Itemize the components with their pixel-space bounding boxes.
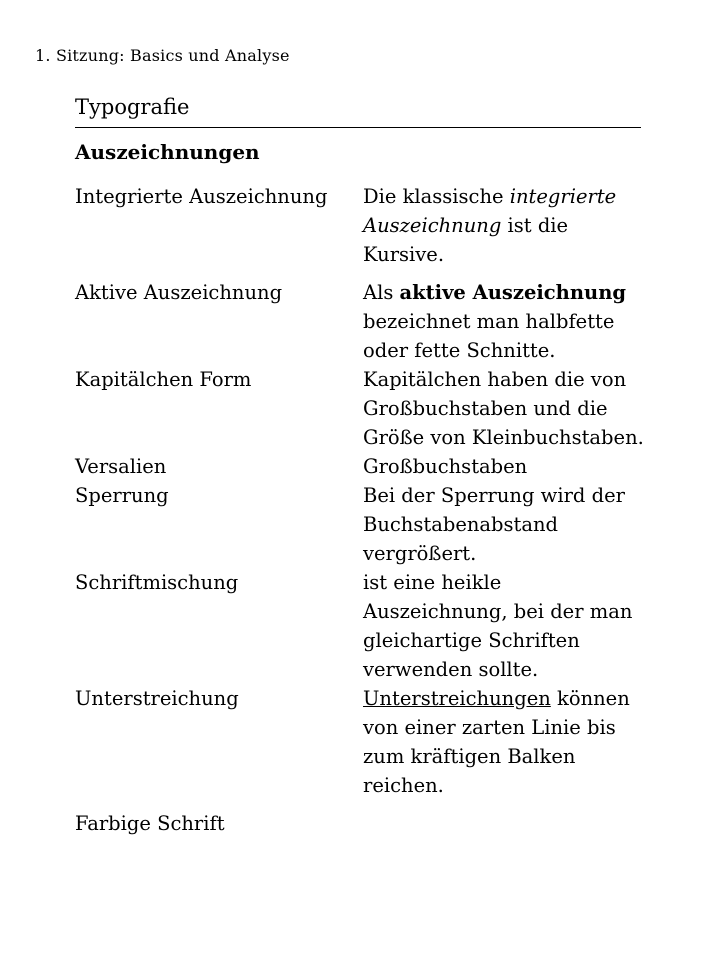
definition-row [75,568,665,684]
definition-part: können von einer zarten Linie bis zum kräftigen Balken reichen. [363,687,630,797]
term-label: Integrierte Auszeichnung [75,185,328,208]
definition-part: bezeichnet man halbfette oder fette Schnitte. [363,310,615,362]
definition-text: ist eine heikle Auszeichnung, bei der man gleichartige Schriften verwenden sollte. [363,571,633,681]
definition-row [75,481,665,568]
definition-emphasis-italic: integrierte Auszeichnung [363,185,617,237]
section-title: Typografie [75,95,190,119]
subsection-title: Auszeichnungen [75,140,260,164]
definition-text [363,182,649,269]
definition-part: Als [363,281,400,304]
definition-row [75,452,665,481]
definition-row [75,809,665,838]
definition-emphasis-bold: aktive Auszeichnung [399,281,627,304]
term-label: Farbige Schrift [75,812,225,835]
definition-part: ist die Kursive. [363,214,569,266]
term-label: Aktive Auszeichnung [75,281,283,304]
term-label: Schriftmischung [75,571,239,594]
slide-header: 1. Sitzung: Basics und Analyse [35,46,290,65]
term-label: Versalien [75,455,167,478]
definition-part: Die klassische [363,185,510,208]
definition-text: Kapitälchen haben die von Großbuchstaben und die Größe von Kleinbuchstaben. [363,368,644,449]
definition-row [75,684,665,800]
term-label: Unterstreichung [75,687,239,710]
definition-list [75,182,665,838]
definition-row [75,278,665,365]
definition-text [363,278,649,365]
definition-text: Bei der Sperrung wird der Buchstabenabstand vergrößert. [363,484,625,565]
definition-row [75,365,665,452]
definition-text [363,684,649,800]
term-label: Sperrung [75,484,169,507]
definition-row [75,182,665,269]
definition-text: Großbuchstaben [363,455,528,478]
title-divider [75,127,641,128]
definition-text [363,809,649,838]
definition-emphasis-underline: Unterstreichungen [363,687,551,710]
term-label: Kapitälchen Form [75,368,252,391]
